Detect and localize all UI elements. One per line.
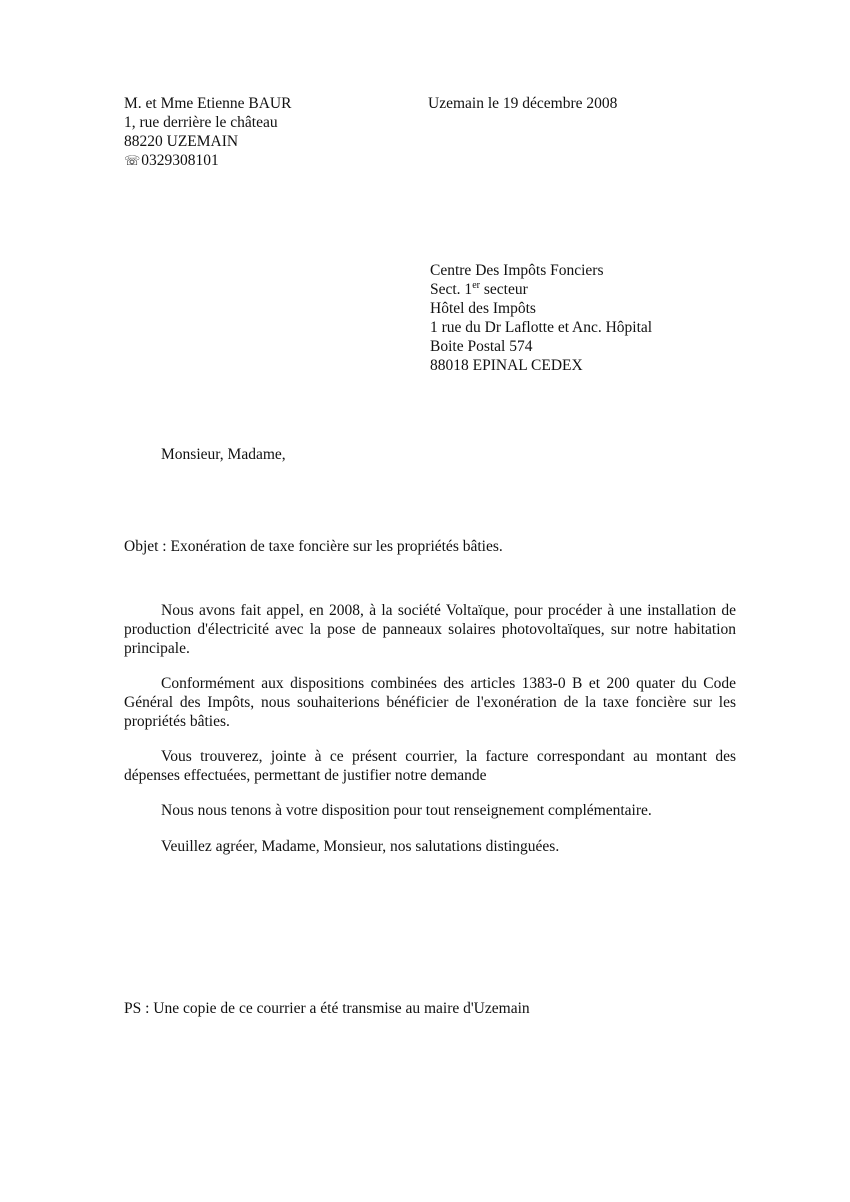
body-paragraph: Nous avons fait appel, en 2008, à la société Voltaïque, pour procéder à une installation de production d'électricité avec la pose de panneaux solaires photovoltaïques, sur notre habitation principale. bbox=[124, 602, 736, 657]
recipient-line-1: Centre Des Impôts Fonciers bbox=[430, 262, 604, 279]
closing-formula: Veuillez agréer, Madame, Monsieur, nos salutations distinguées. bbox=[161, 838, 560, 855]
body-paragraph: Vous trouverez, jointe à ce présent courrier, la facture correspondant au montant des dépenses effectuées, permettant de justifier notre demande bbox=[124, 748, 736, 784]
recipient-sector-suffix: secteur bbox=[479, 281, 528, 298]
sender-phone: 0329308101 bbox=[141, 152, 219, 169]
salutation: Monsieur, Madame, bbox=[161, 446, 286, 463]
telephone-icon: ☏ bbox=[124, 154, 141, 169]
body-paragraph: Conformément aux dispositions combinées des articles 1383-0 B et 200 quater du Code Général des Impôts, nous souhaiterions bénéficier de l'exonération de la taxe foncière sur les propriétés bâties. bbox=[124, 675, 736, 730]
letter-body bbox=[124, 601, 736, 872]
postscript: PS : Une copie de ce courrier a été transmise au maire d'Uzemain bbox=[124, 1000, 530, 1017]
sender-address-city: 88220 UZEMAIN bbox=[124, 133, 239, 150]
recipient-sector-prefix: Sect. 1 bbox=[430, 281, 473, 298]
recipient-line-2 bbox=[430, 280, 652, 299]
recipient-sector-sup: er bbox=[472, 279, 480, 291]
recipient-block bbox=[430, 261, 652, 375]
recipient-line-5: Boite Postal 574 bbox=[430, 338, 533, 355]
recipient-line-4: 1 rue du Dr Laflotte et Anc. Hôpital bbox=[430, 319, 653, 336]
sender-phone-line bbox=[124, 151, 291, 171]
sender-name: M. et Mme Etienne BAUR bbox=[124, 95, 292, 112]
sender-block bbox=[124, 94, 291, 171]
subject-line: Objet : Exonération de taxe foncière sur les propriétés bâties. bbox=[124, 538, 503, 555]
recipient-line-3: Hôtel des Impôts bbox=[430, 300, 536, 317]
sender-address-street: 1, rue derrière le château bbox=[124, 114, 278, 131]
body-paragraph: Nous nous tenons à votre disposition pour tout renseignement complémentaire. bbox=[161, 802, 652, 819]
letter-date: Uzemain le 19 décembre 2008 bbox=[428, 95, 618, 112]
recipient-line-6: 88018 EPINAL CEDEX bbox=[430, 357, 583, 374]
